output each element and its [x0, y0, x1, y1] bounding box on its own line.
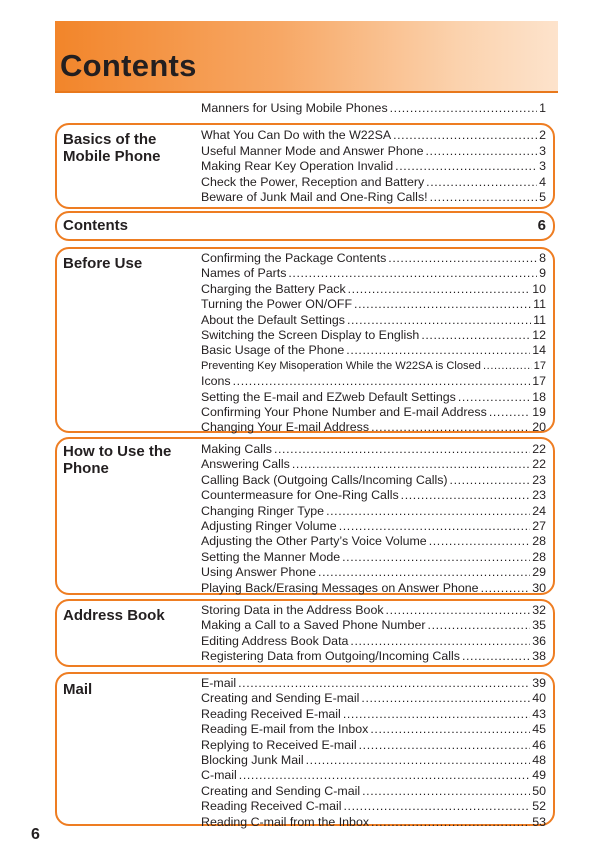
leader-dots	[288, 266, 537, 282]
entry-title: About the Default Settings	[201, 312, 345, 327]
toc-entry[interactable]	[201, 374, 546, 390]
leader-dots	[425, 144, 537, 160]
entry-title: Making Calls	[201, 442, 272, 456]
leader-dots	[371, 815, 530, 831]
entry-title: Reading Received E-mail	[201, 706, 341, 721]
entry-page: 23	[532, 472, 546, 487]
entry-page: 39	[532, 676, 546, 690]
entry-title: Reading C-mail from the Inbox	[201, 814, 370, 829]
entry-title: Switching the Screen Display to English	[201, 328, 420, 342]
toc-entry[interactable]	[201, 282, 546, 298]
toc-entry[interactable]	[201, 519, 546, 535]
entry-title: Basic Usage of the Phone	[201, 343, 345, 358]
toc-entry[interactable]	[201, 175, 546, 191]
entry-page: 11	[533, 297, 546, 312]
section-label-before-use: Before Use	[63, 255, 143, 272]
section-label-mail: Mail	[63, 681, 93, 698]
entry-page: 32	[532, 603, 546, 617]
entry-page: 23	[532, 488, 546, 503]
entry-title: Making Rear Key Operation Invalid	[201, 159, 394, 174]
entry-page: 9	[539, 266, 546, 281]
leader-dots	[318, 565, 530, 581]
leader-dots	[401, 488, 531, 504]
entry-page: 36	[532, 633, 546, 648]
entry-page: 24	[532, 503, 546, 518]
toc-entry[interactable]	[201, 603, 546, 619]
leader-dots	[458, 390, 530, 406]
leader-dots	[343, 707, 530, 723]
entry-title: Adjusting Ringer Volume	[201, 519, 337, 533]
entry-title: Names of Parts	[201, 266, 287, 281]
entry-title: C-mail	[201, 768, 237, 783]
entry-page: 3	[539, 143, 546, 158]
entry-title: Confirming Your Phone Number and E-mail Address	[201, 405, 487, 419]
toc-entry[interactable]	[201, 390, 546, 406]
entry-title: Using Answer Phone	[201, 565, 317, 580]
toc-entry[interactable]	[201, 144, 546, 160]
leader-dots	[346, 343, 530, 359]
entry-page: 49	[532, 768, 546, 783]
toc-entry[interactable]	[201, 581, 546, 597]
entry-title: Countermeasure for One-Ring Calls	[201, 488, 399, 503]
entry-title: Turning the Power ON/OFF	[201, 297, 353, 312]
entry-title: Calling Back (Outgoing Calls/Incoming Calls)	[201, 472, 448, 487]
entry-title: Creating and Sending C-mail	[201, 783, 361, 798]
entry-title: Charging the Battery Pack	[201, 281, 346, 296]
toc-entry[interactable]	[201, 676, 546, 692]
page-title: Contents	[60, 48, 197, 83]
leader-dots	[371, 420, 530, 436]
toc-entry-manners[interactable]	[201, 101, 546, 117]
toc-entry[interactable]	[201, 799, 546, 815]
entry-title: Check the Power, Reception and Battery	[201, 174, 425, 189]
entry-title: Setting the Manner Mode	[201, 549, 341, 564]
entry-page: 28	[532, 549, 546, 564]
entry-title: Editing Address Book Data	[201, 633, 349, 648]
leader-dots	[347, 313, 531, 329]
leader-dots	[421, 328, 530, 344]
entry-page: 20	[532, 420, 546, 435]
toc-entry[interactable]	[201, 738, 546, 754]
entry-title: Storing Data in the Address Book	[201, 603, 384, 617]
leader-dots	[386, 603, 531, 619]
leader-dots	[483, 359, 532, 375]
leader-dots	[450, 473, 531, 489]
entry-title: Manners for Using Mobile Phones	[201, 101, 388, 115]
leader-dots	[354, 297, 531, 313]
leader-dots	[462, 649, 530, 665]
leader-dots	[426, 175, 537, 191]
section-label-contents: Contents	[63, 217, 128, 234]
leader-dots	[430, 190, 538, 206]
toc-entry[interactable]	[201, 649, 546, 665]
entry-page: 27	[532, 519, 546, 533]
leader-dots	[481, 581, 531, 597]
leader-dots	[238, 676, 530, 692]
leader-dots	[362, 784, 530, 800]
leader-dots	[489, 405, 530, 421]
entry-page: 46	[532, 737, 546, 752]
leader-dots	[292, 457, 530, 473]
toc-entry[interactable]	[201, 251, 546, 267]
entry-page: 52	[532, 799, 546, 814]
toc-entry[interactable]	[201, 297, 546, 313]
entry-page: 40	[532, 691, 546, 706]
toc-entry[interactable]	[201, 328, 546, 344]
entry-page: 1	[539, 101, 546, 115]
entry-page: 2	[539, 128, 546, 142]
leader-dots	[233, 374, 531, 390]
entry-page: 3	[539, 159, 546, 174]
leader-dots	[239, 768, 530, 784]
leader-dots	[344, 799, 531, 815]
entry-page: 10	[532, 281, 546, 296]
toc-entry[interactable]	[201, 442, 546, 458]
entry-page: 22	[532, 457, 546, 472]
toc-entry[interactable]	[201, 405, 546, 421]
leader-dots	[388, 251, 537, 267]
toc-entry[interactable]	[201, 190, 546, 206]
entry-title: Answering Calls	[201, 457, 290, 472]
entry-title: Changing Ringer Type	[201, 503, 325, 518]
toc-entry[interactable]	[201, 707, 546, 723]
entry-page: 19	[532, 405, 546, 419]
entry-title: Setting the E-mail and EZweb Default Settings	[201, 389, 456, 404]
toc-entry[interactable]	[201, 359, 546, 375]
leader-dots	[342, 550, 530, 566]
toc-entry[interactable]	[201, 753, 546, 769]
entry-page: 50	[532, 783, 546, 798]
leader-dots	[370, 722, 530, 738]
entry-page: 53	[532, 814, 546, 829]
entry-title: Blocking Junk Mail	[201, 753, 304, 767]
leader-dots	[429, 534, 531, 550]
entry-page: 30	[532, 580, 546, 595]
leader-dots	[395, 159, 537, 175]
entry-title: Creating and Sending E-mail	[201, 691, 360, 706]
entry-page: 38	[532, 649, 546, 664]
entry-page: 17	[532, 374, 546, 389]
entry-page: 22	[532, 442, 546, 456]
entry-page: 14	[532, 343, 546, 358]
entry-page: 17	[533, 359, 546, 372]
leader-dots	[339, 519, 531, 535]
entry-title: Icons	[201, 374, 231, 389]
toc-entry[interactable]	[201, 722, 546, 738]
toc-entry[interactable]	[201, 534, 546, 550]
entry-page: 28	[532, 534, 546, 549]
section-label-how-to-use: How to Use the Phone	[63, 443, 172, 477]
leader-dots	[393, 128, 537, 144]
entry-page: 43	[532, 706, 546, 721]
toc-entry[interactable]	[201, 815, 546, 831]
leader-dots	[348, 282, 531, 298]
entry-title: Useful Manner Mode and Answer Phone	[201, 143, 424, 158]
toc-entry[interactable]	[201, 618, 546, 634]
entry-title: E-mail	[201, 676, 237, 690]
entry-title: Confirming the Package Contents	[201, 251, 387, 265]
entry-page: 8	[539, 251, 546, 265]
leader-dots	[359, 738, 531, 754]
section-page-contents: 6	[537, 217, 546, 234]
toc-entry[interactable]	[201, 634, 546, 650]
entry-title: Registering Data from Outgoing/Incoming Calls	[201, 649, 460, 664]
leader-dots	[326, 504, 530, 520]
entry-page: 5	[539, 190, 546, 205]
entry-title: Beware of Junk Mail and One-Ring Calls!	[201, 190, 428, 205]
entry-page: 12	[532, 328, 546, 342]
page-number: 6	[31, 826, 40, 843]
toc-entry[interactable]	[201, 457, 546, 473]
leader-dots	[350, 634, 530, 650]
entry-title: Reading E-mail from the Inbox	[201, 722, 369, 737]
section-label-basics: Basics of the Mobile Phone	[63, 131, 161, 165]
entry-title: Replying to Received E-mail	[201, 737, 357, 752]
toc-entry[interactable]	[201, 313, 546, 329]
entry-title: Making a Call to a Saved Phone Number	[201, 618, 426, 633]
toc-entry[interactable]	[201, 550, 546, 566]
entry-page: 45	[532, 722, 546, 737]
leader-dots	[361, 691, 530, 707]
toc-entry[interactable]	[201, 768, 546, 784]
toc-entry[interactable]	[201, 159, 546, 175]
entry-page: 11	[533, 312, 546, 327]
toc-entry[interactable]	[201, 128, 546, 144]
section-label-address-book: Address Book	[63, 607, 165, 624]
leader-dots	[306, 753, 531, 769]
toc-entry[interactable]	[201, 691, 546, 707]
toc-entry[interactable]	[201, 565, 546, 581]
leader-dots	[274, 442, 530, 458]
leader-dots	[390, 101, 537, 117]
entry-title: Preventing Key Misoperation While the W22SA is Closed	[201, 359, 481, 372]
entry-page: 48	[532, 753, 546, 767]
entry-page: 35	[532, 618, 546, 633]
entry-page: 29	[532, 565, 546, 580]
toc-entry[interactable]	[201, 784, 546, 800]
banner-underline	[55, 91, 558, 93]
entry-page: 4	[539, 174, 546, 189]
toc-entry[interactable]	[201, 488, 546, 504]
entry-title: Playing Back/Erasing Messages on Answer Phone	[201, 580, 479, 595]
toc-entry[interactable]	[201, 420, 546, 436]
toc-entry[interactable]	[201, 473, 546, 489]
entry-title: Adjusting the Other Party’s Voice Volume	[201, 534, 427, 549]
entry-page: 18	[532, 389, 546, 404]
entry-title: Changing Your E-mail Address	[201, 420, 370, 435]
entry-title: What You Can Do with the W22SA	[201, 128, 392, 142]
leader-dots	[428, 618, 531, 634]
toc-entry[interactable]	[201, 504, 546, 520]
entry-title: Reading Received C-mail	[201, 799, 342, 814]
toc-entry[interactable]	[201, 343, 546, 359]
toc-entry[interactable]	[201, 266, 546, 282]
